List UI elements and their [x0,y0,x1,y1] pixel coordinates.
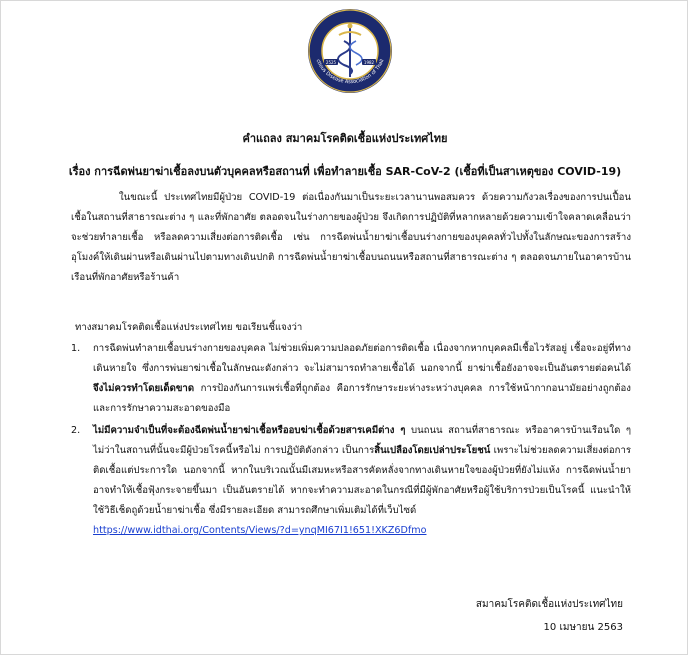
list-item [71,421,631,541]
seal-ring-text: ctious Disease Association of Thail [314,58,386,86]
seal-year-right: 1982 [363,60,375,65]
item-emphasis: สิ้นเปลืองโดยเปล่าประโยชน์ [374,445,491,456]
reference-link[interactable]: https://www.idthai.org/Contents/Views/?d=ynqMI67I1!651!XKZ6Dfmo [93,525,427,536]
list-item [71,339,631,419]
medical-caduceus-seal-icon [306,7,394,95]
item-text: การป้องกันการแพร่เชื้อที่ถูกต้อง คือการรักษาระยะห่างระหว่างบุคคล การใช้หน้ากากอนามัยอย่างถูกต้อง และการรักษาความสะอาดของมือ [93,383,631,414]
item-text: เพราะไม่ช่วยลดความเสี่ยงต่อการติดเชื้อแต่ประการใด นอกจากนี้ หากในบริเวณนั้นมีเสมหะหรือสารคัดหลั่งจากทางเดินหายใจของผู้ป่วยที่ยังไม่แห้ง การฉีดพ่นน้ำยา อาจทำให้เชื้อฟุ้งกระจายขึ้นมา เป็นอันตรายได้ หากจะทำความสะอาดในกรณีที่มีผู้พักอาศัยหรือผู้ใช้บริการป่วยเป็นโรคนี้ แนะนำให้ใช้วิธีเช็ดถูด้วยน้ำยาฆ่าเชื้อ ซึ่งมีรายละเอียด สามารถศึกษาเพิ่มเติมได้ที่เว็บไซด์ [93,445,632,516]
statement-subject: เรื่อง การฉีดพ่นยาฆ่าเชื้อลงบนตัวบุคคลหรือสถานที่ เพื่อทำลายเชื้อ SAR-CoV-2 (เชื้อที่เป็นสาเหตุของ COVID-19) [68,165,622,178]
list-number: 1. [71,343,81,354]
clarification-intro: ทางสมาคมโรคติดเชื้อแห่งประเทศไทย ขอเรียนชี้แจงว่า [75,322,303,333]
intro-paragraph: ในขณะนี้ ประเทศไทยมีผู้ป่วย COVID-19 ต่อเนื่องกันมาเป็นระยะเวลานานพอสมควร ด้วยความกังวลเรื่องของการปนเปื้อนเชื้อในสถานที่สาธารณะต่าง ๆ และที่พักอาศัย ตลอดจนในร่างกายของผู้ป่วย จึงเกิดการปฏิบัติที่หลากหลายด้วยความเข้าใจคลาดเคลื่อนว่าจะช่วยทำลายเชื้อ หรือลดความเสี่ยงต่อการติดเชื้อ เช่น การฉีดพ่นน้ำยาฆ่าเชื้อบนร่างกายของบุคคลทั่วไปทั้งในลักษณะของการสร้างอุโมงค์ให้เดินผ่านหรือเดินผ่านไปตามทางเดินปกติ การฉีดพ่นน้ำยาฆ่าเชื้อบนถนนหรือสถานที่สาธารณะต่าง ๆ ตลอดจนภายในอาคารบ้านเรือนที่พักอาศัยหรือร้านค้า [71,192,631,283]
item-text: การฉีดพ่นทำลายเชื้อบนร่างกายของบุคคล ไม่ช่วยเพิ่มความปลอดภัยต่อการติดเชื้อ เนื่องจากหากบุคคลมีเชื้อไวรัสอยู่ เชื้อจะอยู่ที่ทางเดินหายใจ ซึ่งการพ่นยาฆ่าเชื้อในลักษณะดังกล่าว จะไม่สามารถทำลายเชื้อได้ นอกจากนี้ ยาฆ่าเชื้อยังอาจจะเป็นอันตรายต่อคนได้ [93,343,631,374]
statement-title: คำแถลง สมาคมโรคติดเชื้อแห่งประเทศไทย [242,132,448,145]
signature-organization: สมาคมโรคติดเชื้อแห่งประเทศไทย [475,599,623,610]
item-emphasis: จึงไม่ควรทำโดยเด็ดขาด [93,383,195,394]
seal-year-left: 2525 [325,60,337,65]
statement-date: 10 เมษายน 2563 [543,622,623,633]
list-item-body [93,421,631,541]
list-number: 2. [71,425,81,436]
item-text: บนถนน สถานที่สาธารณะ หรืออาคารบ้านเรือนใด ๆ ไม่ว่าในสถานที่นั้นจะมีผู้ป่วยโรคนี้หรือไม่ การปฏิบัติดังกล่าว เป็นการ [93,425,631,456]
item-emphasis: ไม่มีความจำเป็นที่จะต้องฉีดพ่นน้ำยาฆ่าเชื้อหรืออบฆ่าเชื้อด้วยสารเคมีต่าง ๆ [93,425,406,436]
list-item-body [93,339,631,419]
